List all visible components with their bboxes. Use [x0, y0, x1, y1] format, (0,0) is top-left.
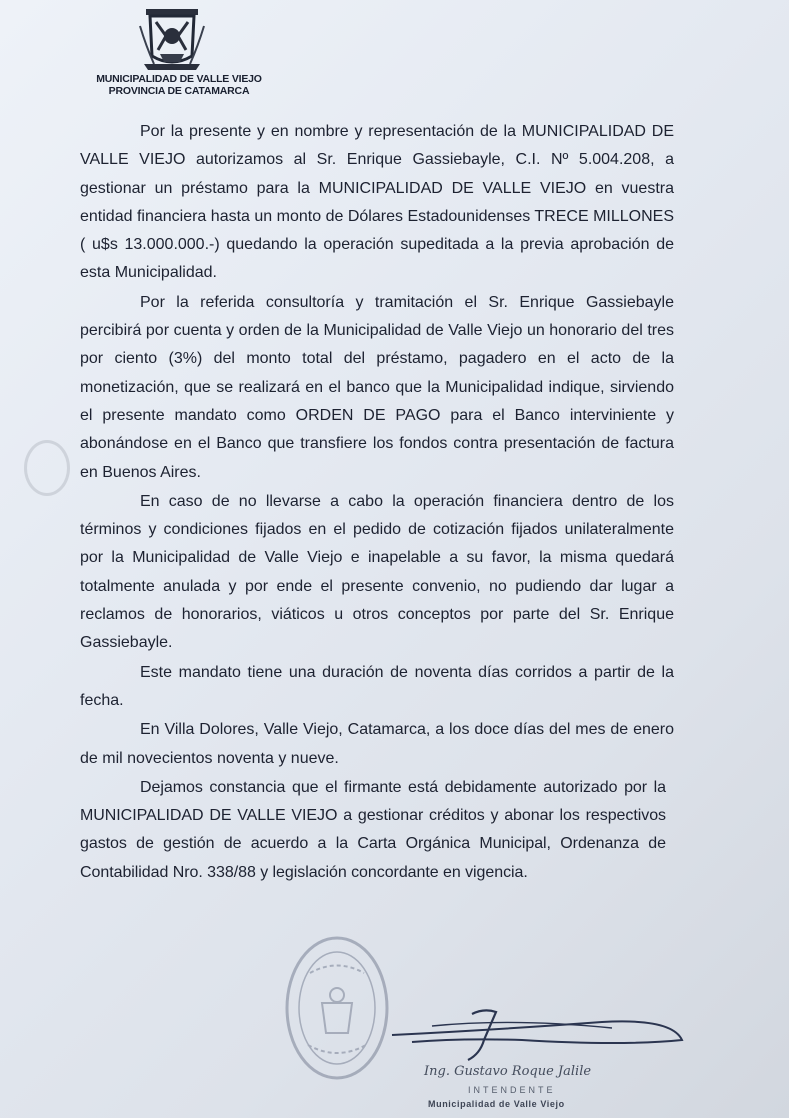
paper-smudge — [24, 440, 70, 496]
signatory-name: Ing. Gustavo Roque Jalile — [424, 1064, 592, 1079]
handwritten-signature-icon — [372, 1000, 692, 1070]
signatory-role: INTENDENTE — [468, 1085, 556, 1095]
municipal-crest-icon — [136, 6, 208, 74]
paragraph-place-date: En Villa Dolores, Valle Viejo, Catamarca, a los doce días del mes de enero de mil novecientos noventa y nueve. — [80, 721, 674, 767]
paragraph-fees: Por la referida consultoría y tramitación el Sr. Enrique Gassiebayle percibirá por cuenta y orden de la Municipalidad de Valle Viejo un honorario del tres por ciento (3%) del monto total del préstamo, pagadero en el acto de la monetización, que se realizará en el banco que la Municipalidad indique, sirviendo el presente mandato como ORDEN DE PAGO para el Banco interviniente y abonándose en el Banco que transfiere los fondos contra presentación de factura en Buenos Aires. — [80, 293, 674, 481]
letter-body — [80, 118, 674, 887]
paragraph-authorization: Por la presente y en nombre y representación de la MUNICIPALIDAD DE VALLE VIEJO autorizamos al Sr. Enrique Gassiebayle, C.I. Nº 5.004.208, a gestionar un préstamo para la MUNICIPALIDAD DE VALLE VIEJO en vuestra entidad financiera hasta un monto de Dólares Estadounidenses TRECE MILLONES ( u$s 13.000.000.-) quedando la operación supeditada a la previa aprobación de esta Municipalidad. — [80, 123, 674, 282]
letterhead-province: PROVINCIA DE CATAMARCA — [108, 85, 250, 97]
signatory-municipality: Municipalidad de Valle Viejo — [428, 1099, 565, 1109]
paragraph-conditions: En caso de no llevarse a cabo la operación financiera dentro de los términos y condiciones fijados en el pedido de cotización fijados unilateralmente por la Municipalidad de Valle Viejo e inapelable a su favor, la misma quedará totalmente anulada y por ende el presente convenio, no pudiendo dar lugar a reclamos de honorarios, viáticos u otros conceptos por parte del Sr. Enrique Gassiebayle. — [80, 492, 674, 652]
letterhead — [86, 73, 272, 97]
paragraph-authority: Dejamos constancia que el firmante está debidamente autorizado por la MUNICIPALIDAD DE VALLE VIEJO a gestionar créditos y abonar los respectivos gastos de gestión de acuerdo a la Carta Orgánica Municipal, Ordenanza de Contabilidad Nro. 338/88 y legislación concordante en vigencia. — [80, 778, 666, 881]
letterhead-municipality: MUNICIPALIDAD DE VALLE VIEJO — [96, 73, 262, 85]
paragraph-duration: Este mandato tiene una duración de noventa días corridos a partir de la fecha. — [80, 663, 674, 709]
